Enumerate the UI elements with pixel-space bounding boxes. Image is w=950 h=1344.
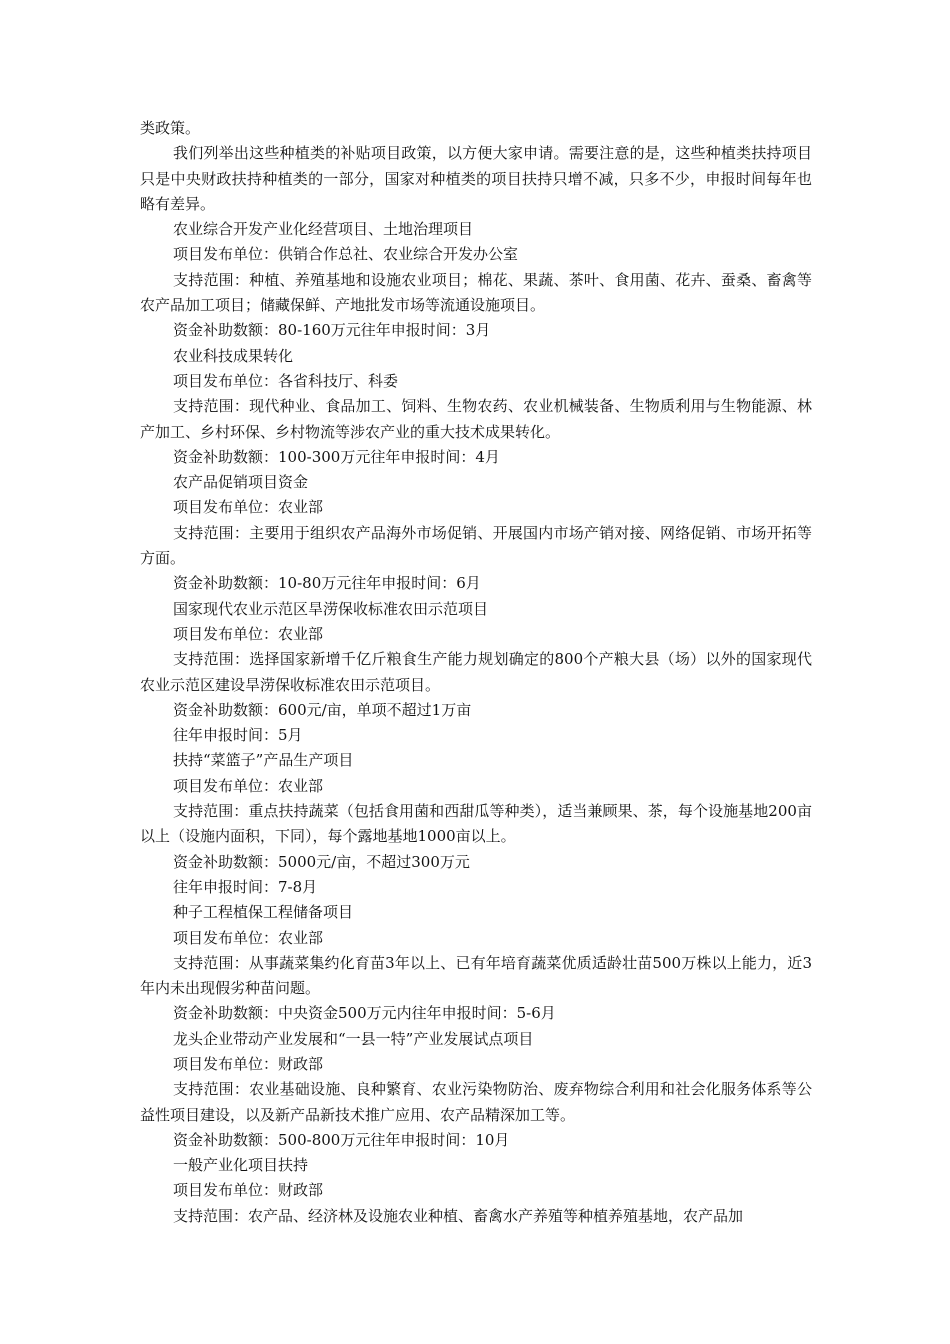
- paragraph: 支持范围：重点扶持蔬菜（包括食用菌和西甜瓜等种类），适当兼顾果、茶，每个设施基地200亩以上（设施内面积，下同），每个露地基地1000亩以上。: [140, 802, 812, 846]
- paragraph: 支持范围：农业基础设施、良种繁育、农业污染物防治、废弃物综合利用和社会化服务体系等公益性项目建设，以及新产品新技术推广应用、农产品精深加工等。: [140, 1080, 812, 1124]
- paragraph: 项目发布单位：财政部: [173, 1181, 324, 1200]
- paragraph: 项目发布单位：农业部: [173, 498, 324, 517]
- paragraph: 项目发布单位：供销合作总社、农业综合开发办公室: [173, 245, 519, 264]
- paragraph: 支持范围：主要用于组织农产品海外市场促销、开展国内市场产销对接、网络促销、市场开拓等方面。: [140, 523, 812, 568]
- paragraph: 往年申报时间：5月: [173, 726, 303, 745]
- paragraph: 支持范围：选择国家新增千亿斤粮食生产能力规划确定的800个产粮大县（场）以外的国家现代农业示范区建设旱涝保收标准农田示范项目。: [140, 650, 812, 694]
- document-body: [140, 116, 812, 1229]
- paragraph: 支持范围：农产品、经济林及设施农业种植、畜禽水产养殖等种植养殖基地，农产品加: [173, 1206, 744, 1225]
- paragraph: 资金补助数额：5000元/亩，不超过300万元: [173, 852, 470, 871]
- paragraph: 支持范围：现代种业、食品加工、饲料、生物农药、农业机械装备、生物质利用与生物能源、林产加工、乡村环保、乡村物流等涉农产业的重大技术成果转化。: [140, 397, 812, 441]
- paragraph: 项目发布单位：农业部: [173, 624, 324, 643]
- paragraph: 项目发布单位：财政部: [173, 1054, 324, 1073]
- paragraph: 资金补助数额：500-800万元往年申报时间：10月: [173, 1130, 510, 1149]
- paragraph: 我们列举出这些种植类的补贴项目政策，以方便大家申请。需要注意的是，这些种植类扶持项目只是中央财政扶持种植类的一部分，国家对种植类的项目扶持只增不减，只多不少，申报时间每年也略有差异。: [140, 144, 812, 213]
- paragraph: 项目发布单位：各省科技厅、科委: [173, 371, 399, 390]
- paragraph: 支持范围：从事蔬菜集约化育苗3年以上、已有年培育蔬菜优质适龄壮苗500万株以上能力，近3年内未出现假劣种苗问题。: [140, 953, 812, 998]
- section-heading: 一般产业化项目扶持: [173, 1156, 309, 1175]
- paragraph: 支持范围：种植、养殖基地和设施农业项目；棉花、果蔬、茶叶、食用菌、花卉、蚕桑、畜禽等农产品加工项目；储藏保鲜、产地批发市场等流通设施项目。: [140, 270, 812, 315]
- paragraph: 类政策。: [140, 119, 201, 137]
- paragraph: 资金补助数额：80-160万元往年申报时间：3月: [173, 321, 491, 340]
- paragraph: 资金补助数额：100-300万元往年申报时间：4月: [173, 447, 500, 466]
- section-heading: 龙头企业带动产业发展和“一县一特”产业发展试点项目: [173, 1029, 534, 1048]
- paragraph: 项目发布单位：农业部: [173, 928, 324, 947]
- section-heading: 国家现代农业示范区旱涝保收标准农田示范项目: [173, 599, 489, 618]
- section-heading: 农业综合开发产业化经营项目、土地治理项目: [173, 220, 474, 239]
- paragraph: 往年申报时间：7-8月: [173, 877, 318, 896]
- section-heading: 农业科技成果转化: [173, 346, 294, 365]
- paragraph: 资金补助数额：中央资金500万元内往年申报时间：5-6月: [173, 1004, 556, 1023]
- section-heading: 扶持“菜篮子”产品生产项目: [173, 751, 354, 770]
- paragraph: 资金补助数额：10-80万元往年申报时间：6月: [173, 574, 481, 593]
- paragraph: 项目发布单位：农业部: [173, 776, 324, 795]
- paragraph: 资金补助数额：600元/亩，单项不超过1万亩: [173, 700, 472, 719]
- section-heading: 农产品促销项目资金: [173, 473, 309, 492]
- section-heading: 种子工程植保工程储备项目: [173, 903, 354, 922]
